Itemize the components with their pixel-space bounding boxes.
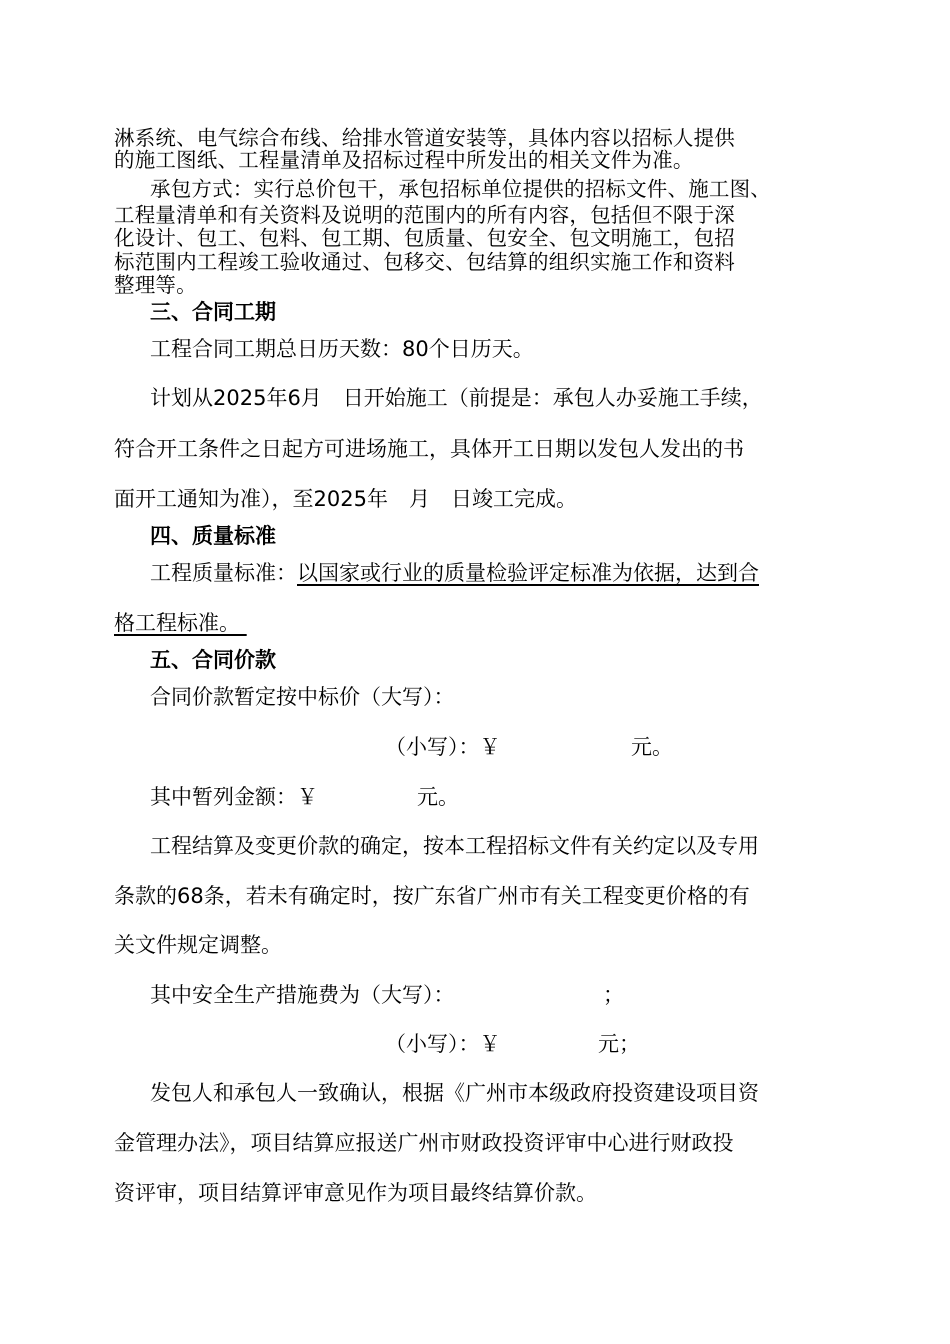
safety-fee-semicolon: ； — [603, 983, 624, 1007]
duration-plan-line-3: 面开工通知为准），至2025年 月 日竣工完成。 — [114, 487, 577, 511]
contracting-line-3: 化设计、包工、包料、包工期、包质量、包安全、包文明施工，包招 — [114, 226, 735, 250]
safety-fee-lower-label: （小写）：￥ — [385, 1032, 501, 1056]
provisional-sum-unit: 元。 — [417, 785, 459, 809]
settlement-line-1: 工程结算及变更价款的确定，按本工程招标文件有关约定以及专用 — [150, 834, 759, 858]
price-lower-unit: 元。 — [631, 735, 673, 759]
section-heading-quality: 四、质量标准 — [150, 524, 276, 548]
confirmation-line-3: 资评审，项目结算评审意见作为项目最终结算价款。 — [114, 1181, 597, 1205]
quality-line-1 — [150, 561, 759, 585]
section-heading-duration: 三、合同工期 — [150, 300, 276, 324]
duration-plan-line-2: 符合开工条件之日起方可进场施工，具体开工日期以发包人发出的书 — [114, 437, 744, 461]
section-heading-price: 五、合同价款 — [150, 648, 276, 672]
contracting-line-2: 工程量清单和有关资料及说明的范围内的所有内容，包括但不限于深 — [114, 203, 735, 227]
quality-standard-part-1: 以国家或行业的质量检验评定标准为依据，达到合 — [297, 561, 759, 585]
quality-line-2 — [114, 611, 247, 635]
provisional-sum-label: 其中暂列金额：￥ — [150, 785, 318, 809]
safety-fee-lower-unit: 元； — [598, 1032, 640, 1056]
settlement-line-3: 关文件规定调整。 — [114, 933, 282, 957]
contracting-line-1: 承包方式：实行总价包干，承包招标单位提供的招标文件、施工图、 — [150, 177, 771, 201]
scope-line-1: 淋系统、电气综合布线、给排水管道安装等，具体内容以招标人提供 — [114, 126, 735, 150]
contracting-line-4: 标范围内工程竣工验收通过、包移交、包结算的组织实施工作和资料 — [114, 250, 735, 274]
duration-plan-line-1: 计划从2025年6月 日开始施工（前提是：承包人办妥施工手续， — [150, 386, 763, 410]
scope-line-2: 的施工图纸、工程量清单及招标过程中所发出的相关文件为准。 — [114, 148, 694, 172]
duration-days: 工程合同工期总日历天数：80个日历天。 — [150, 337, 534, 361]
quality-standard-part-2: 格工程标准。 — [114, 611, 240, 635]
quality-label: 工程质量标准： — [150, 561, 297, 585]
price-upper: 合同价款暂定按中标价（大写）： — [150, 685, 455, 709]
price-lower-label: （小写）：￥ — [385, 735, 501, 759]
confirmation-line-2: 金管理办法》，项目结算应报送广州市财政投资评审中心进行财政投 — [114, 1131, 734, 1155]
confirmation-line-1: 发包人和承包人一致确认，根据《广州市本级政府投资建设项目资 — [150, 1081, 759, 1105]
contracting-line-5: 整理等。 — [114, 273, 197, 297]
safety-fee-upper: 其中安全生产措施费为（大写）： — [150, 983, 455, 1007]
settlement-line-2: 条款的68条，若未有确定时，按广东省广州市有关工程变更价格的有 — [114, 884, 750, 908]
